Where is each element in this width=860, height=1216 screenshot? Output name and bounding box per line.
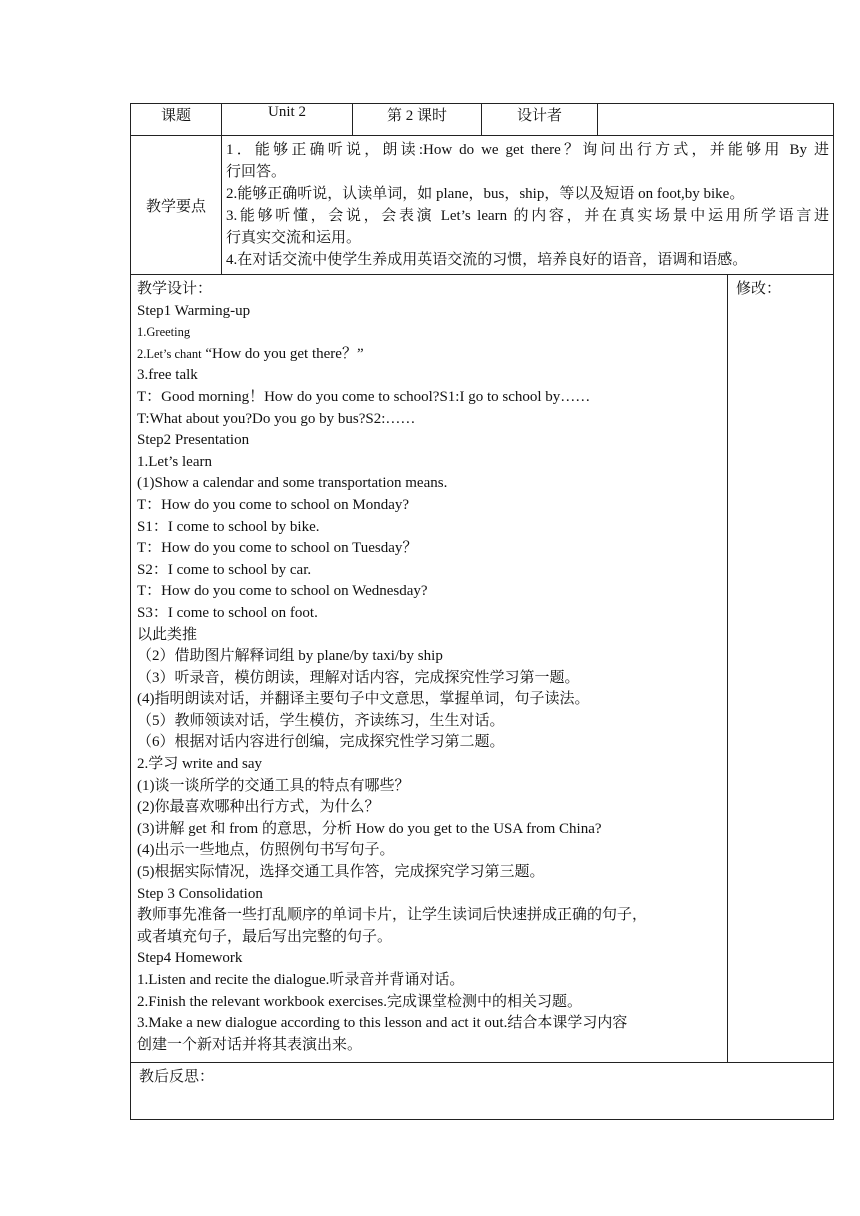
design-line: 创建一个新对话并将其表演出来。 bbox=[137, 1036, 363, 1053]
header-row bbox=[131, 104, 834, 136]
design-line: S3：I come to school on foot. bbox=[137, 604, 318, 621]
goals-row bbox=[131, 136, 834, 275]
reflection-row bbox=[131, 1063, 834, 1120]
design-line: （6）根据对话内容进行创编，完成探究性学习第二题。 bbox=[137, 734, 505, 751]
design-line: 1.Let’s learn bbox=[137, 453, 212, 470]
goal-line: 2.能够正确听说，认读单词，如 plane，bus，ship，等以及短语 on foot,by bike。 bbox=[226, 186, 745, 202]
design-line: Step 3 Consolidation bbox=[137, 885, 263, 902]
design-line: 以此类推 bbox=[137, 626, 198, 643]
topic-label: 课题 bbox=[131, 104, 222, 136]
design-row bbox=[131, 275, 834, 1063]
design-line: (4)指明朗读对话，并翻译主要句子中文意思，掌握单词，句子读法。 bbox=[137, 691, 590, 708]
design-line: Step1 Warming-up bbox=[137, 302, 251, 319]
design-line: T：How do you come to school on Monday? bbox=[137, 496, 410, 513]
design-line: 1.Greeting bbox=[137, 325, 191, 340]
design-content bbox=[131, 275, 728, 1063]
period-value: 第 2 课时 bbox=[353, 104, 482, 136]
design-line bbox=[137, 344, 721, 366]
lesson-plan-page bbox=[130, 103, 833, 1120]
design-line: T：How do you come to school on Tuesday？ bbox=[137, 540, 418, 557]
design-line-part: 2.Let’s chant bbox=[137, 346, 202, 361]
design-line: T：How do you come to school on Wednesday? bbox=[137, 583, 428, 600]
design-line: 教师事先准备一些打乱顺序的单词卡片，让学生读词后快速拼成正确的句子， bbox=[137, 907, 648, 924]
revise-label: 修改： bbox=[736, 281, 782, 297]
design-line: (1)谈一谈所学的交通工具的特点有哪些？ bbox=[137, 777, 410, 794]
goal-line: 行真实交流和运用。 bbox=[226, 230, 362, 246]
design-title: 教学设计： bbox=[137, 281, 213, 297]
goals-label: 教学要点 bbox=[131, 136, 222, 275]
design-line: 2.Finish the relevant workbook exercises.完成课堂检测中的相关习题。 bbox=[137, 993, 582, 1010]
designer-value bbox=[598, 104, 834, 136]
design-line: 1.Listen and recite the dialogue.听录音并背诵对话。 bbox=[137, 972, 465, 988]
design-line: S2：I come to school by car. bbox=[137, 561, 312, 578]
unit-value: Unit 2 bbox=[222, 104, 353, 136]
design-line: S1：I come to school by bike. bbox=[137, 518, 320, 535]
goal-line: 3.能够听懂，会说，会表演 Let’s learn 的内容，并在真实场景中运用所学语言进 bbox=[226, 208, 829, 224]
design-line: (2)你最喜欢哪种出行方式，为什么？ bbox=[137, 799, 380, 816]
design-line: 3.free talk bbox=[137, 367, 198, 384]
design-line: T：Good morning！How do you come to school?S1:I go to school by…… bbox=[137, 388, 591, 405]
design-line: (4)出示一些地点，仿照例句书写句子。 bbox=[137, 842, 395, 859]
goal-line: 行回答。 bbox=[226, 164, 287, 180]
goal-line: 4.在对话交流中使学生养成用英语交流的习惯，培养良好的语音，语调和语感。 bbox=[226, 252, 748, 268]
design-line: (1)Show a calendar and some transportation means. bbox=[137, 475, 448, 492]
design-line: 2.学习 write and say bbox=[137, 756, 262, 773]
designer-label: 设计者 bbox=[482, 104, 598, 136]
design-line: 3.Make a new dialogue according to this lesson and act it out.结合本课学习内容 bbox=[137, 1015, 628, 1032]
design-line: Step4 Homework bbox=[137, 950, 243, 967]
design-line: （2）借助图片解释词组 by plane/by taxi/by ship bbox=[137, 648, 443, 665]
lesson-plan-table bbox=[130, 103, 834, 1120]
design-line: (5)根据实际情况，选择交通工具作答，完成探究学习第三题。 bbox=[137, 864, 545, 881]
goals-content bbox=[222, 136, 834, 275]
goal-line: 1．能够正确听说，朗读:How do we get there？询问出行方式，并能够用 By 进 bbox=[226, 142, 829, 158]
design-line: T:What about you?Do you go by bus?S2:…… bbox=[137, 410, 416, 427]
reflection-cell bbox=[131, 1063, 834, 1120]
reflection-label: 教后反思： bbox=[139, 1069, 215, 1086]
design-line: （5）教师领读对话，学生模仿，齐读练习，生生对话。 bbox=[137, 712, 505, 729]
design-line-part: “How do you get there？” bbox=[205, 345, 364, 362]
design-line: Step2 Presentation bbox=[137, 432, 250, 449]
design-line: （3）听录音，模仿朗读，理解对话内容，完成探究性学习第一题。 bbox=[137, 669, 580, 686]
design-line: 或者填充句子，最后写出完整的句子。 bbox=[137, 928, 393, 945]
revise-cell bbox=[728, 275, 834, 1063]
design-line: (3)讲解 get 和 from 的意思，分析 How do you get to the USA from China? bbox=[137, 820, 602, 837]
